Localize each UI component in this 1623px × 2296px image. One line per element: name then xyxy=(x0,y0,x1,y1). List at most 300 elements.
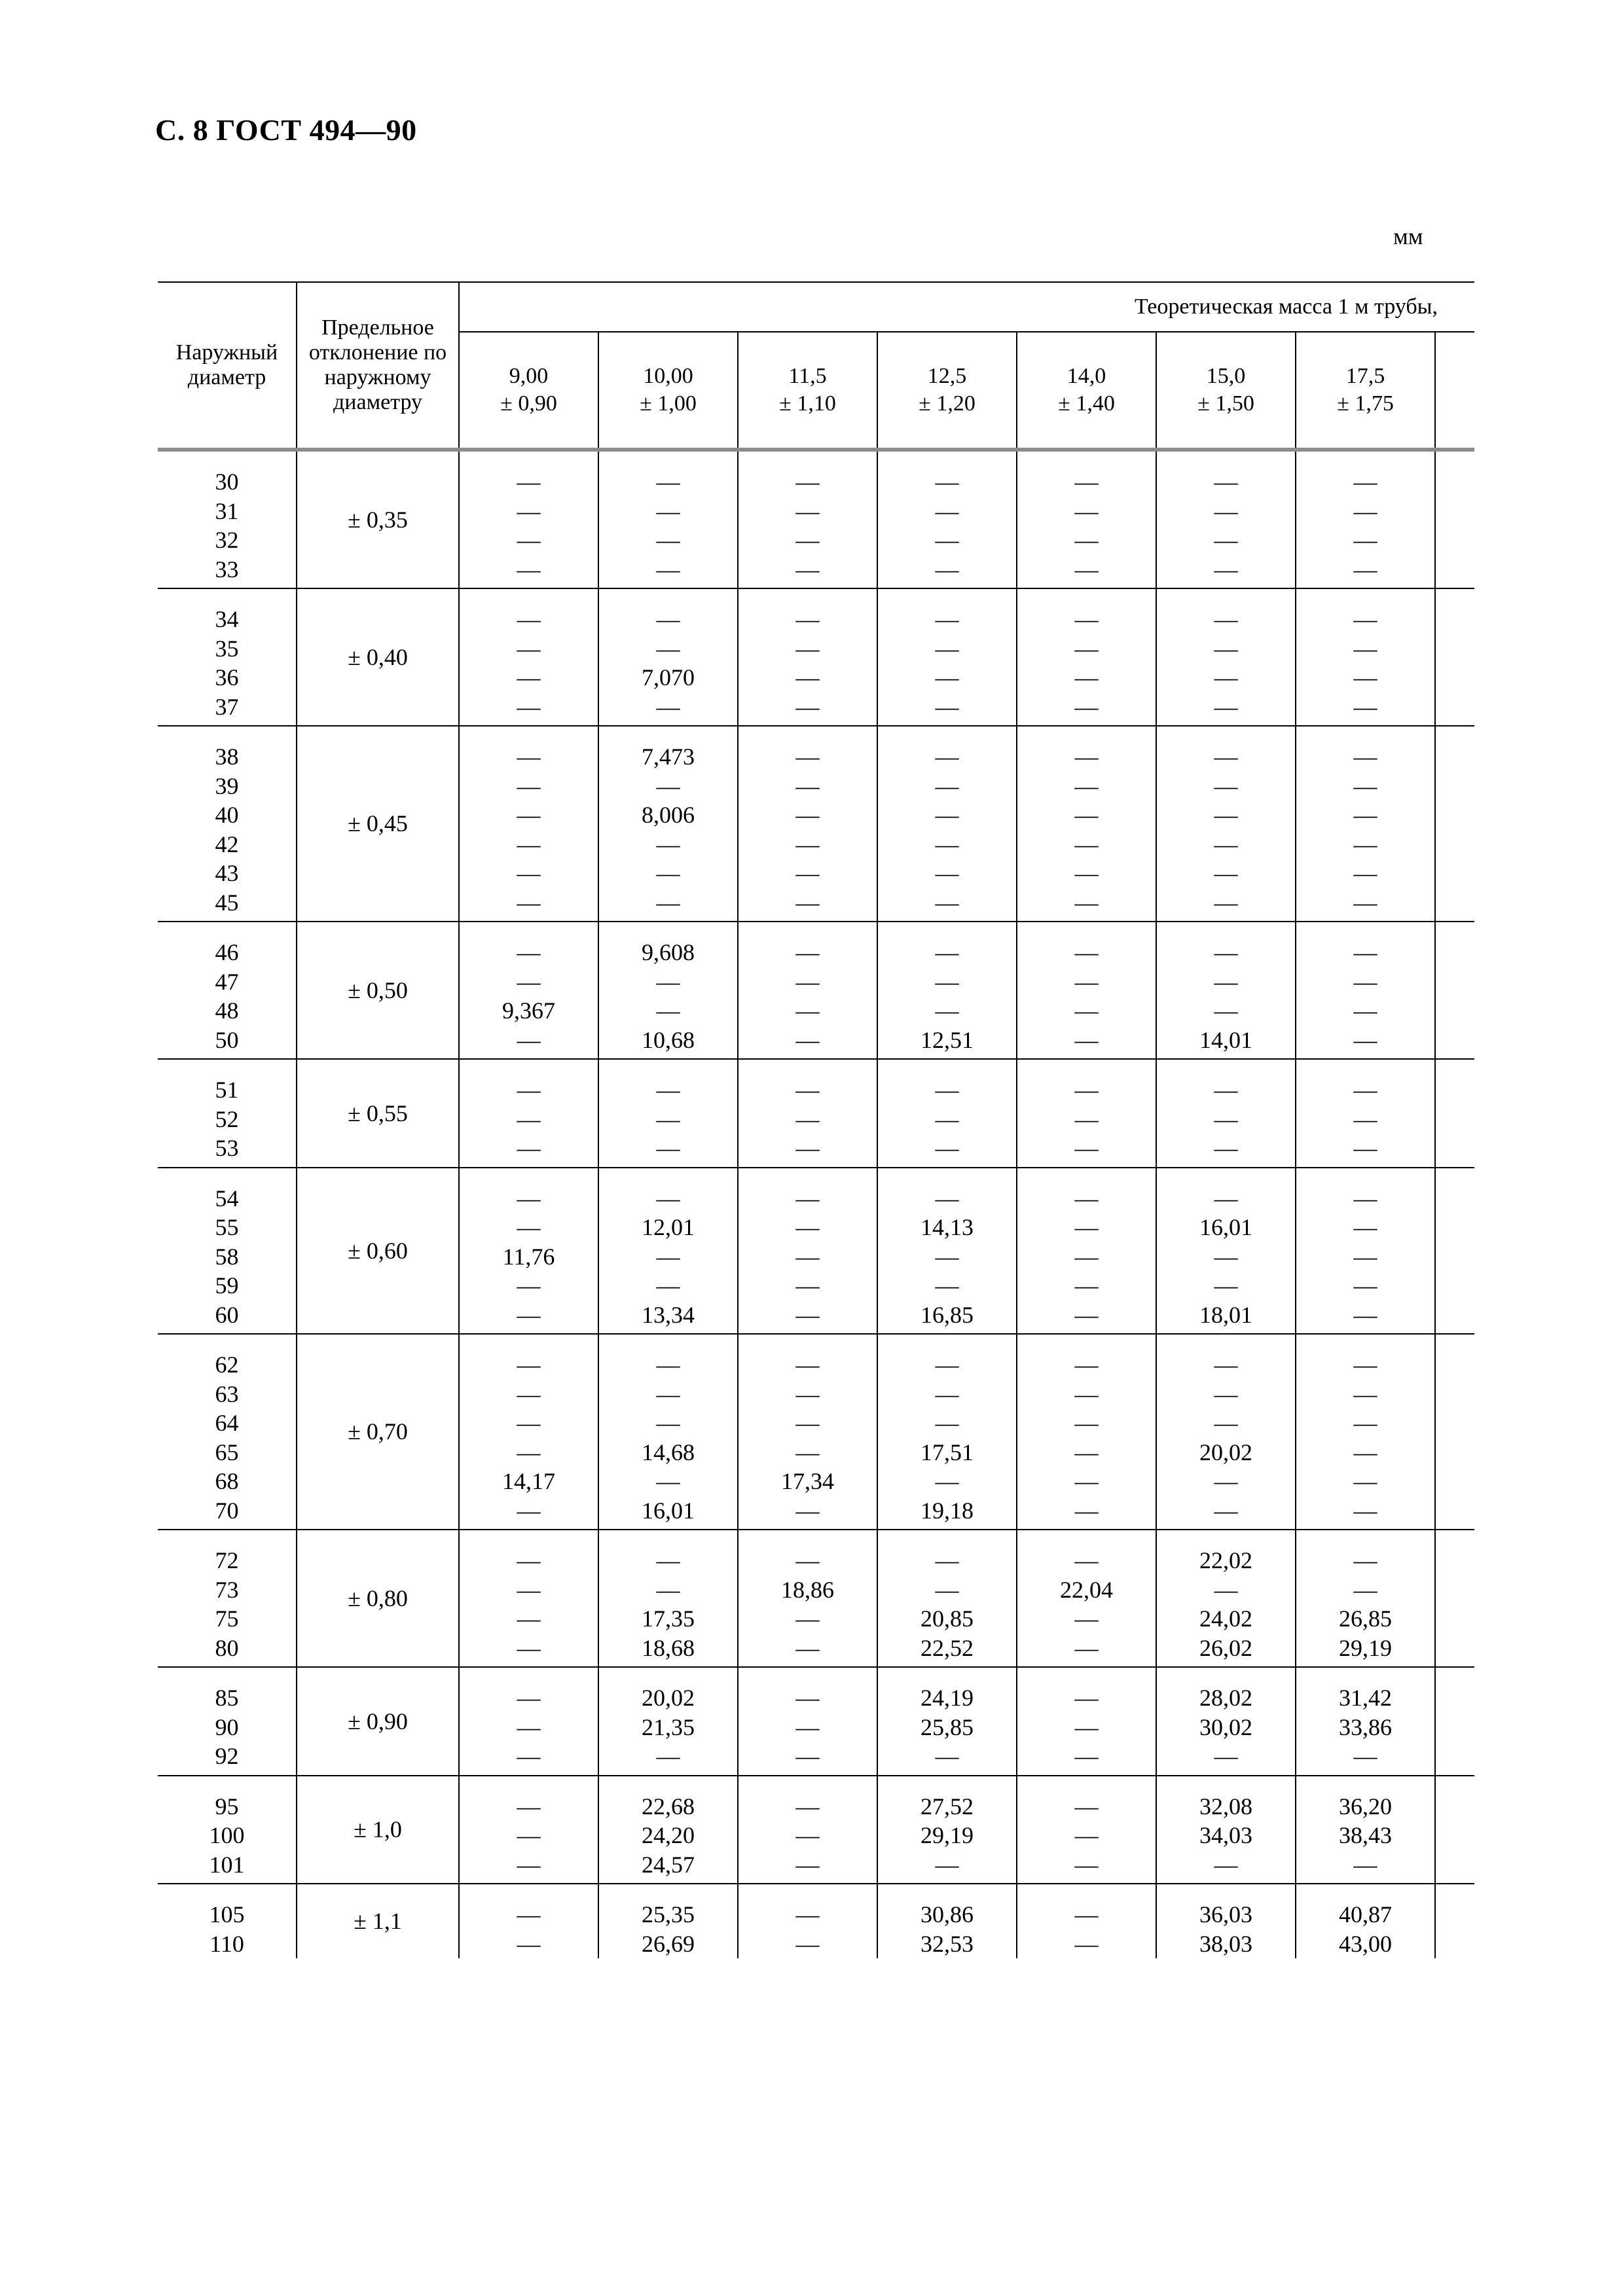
mass-value: — xyxy=(517,1901,541,1928)
mass-value: — xyxy=(1353,1026,1377,1053)
mass-value: — xyxy=(795,1185,820,1211)
mass-value: — xyxy=(517,968,541,995)
mass-value: — xyxy=(656,693,680,720)
wall-thickness: 11,5 xyxy=(788,364,827,388)
outer-diameter-cell xyxy=(158,1059,297,1168)
mass-value: — xyxy=(517,1605,541,1632)
mass-value: — xyxy=(517,1930,541,1957)
mass-value: — xyxy=(795,1352,820,1378)
mass-cell xyxy=(598,922,738,1059)
diameter-value: 75 xyxy=(215,1605,239,1632)
outer-diameter-cell xyxy=(158,588,297,726)
diameter-value: 35 xyxy=(215,635,239,662)
mass-value: 43,00 xyxy=(1339,1930,1392,1957)
header-wall-3 xyxy=(877,332,1017,450)
mass-value: — xyxy=(1214,635,1238,662)
wall-thickness: 14,0 xyxy=(1067,364,1106,388)
mass-value: — xyxy=(1074,1380,1099,1407)
diameter-value: 60 xyxy=(215,1301,239,1328)
mass-value: 20,85 xyxy=(921,1605,974,1632)
mass-cell xyxy=(877,1530,1017,1667)
header-tolerance: Предельное отклонение по наружному диаметру xyxy=(297,282,459,450)
mass-value: — xyxy=(656,1410,680,1436)
mass-value: — xyxy=(1353,889,1377,916)
mass-cell xyxy=(1296,450,1435,588)
mass-value: — xyxy=(1353,1301,1377,1328)
mass-value: — xyxy=(935,860,959,886)
diameter-value: 73 xyxy=(215,1576,239,1603)
mass-value: 13,34 xyxy=(642,1301,695,1328)
mass-value: — xyxy=(1353,1272,1377,1299)
diameter-value: 33 xyxy=(215,556,239,583)
mass-value: — xyxy=(517,693,541,720)
mass-value: — xyxy=(795,802,820,828)
mass-value: — xyxy=(1074,1352,1099,1378)
mass-value: — xyxy=(656,1352,680,1378)
mass-cell xyxy=(598,1530,738,1667)
mass-value: — xyxy=(795,1930,820,1957)
mass-value: 12,01 xyxy=(642,1214,695,1240)
mass-value: 31,42 xyxy=(1339,1685,1392,1711)
header-wall-1 xyxy=(598,332,738,450)
table-row xyxy=(158,726,1474,922)
mass-cell xyxy=(738,1884,877,1958)
mass-cell xyxy=(1017,450,1156,588)
table-row xyxy=(158,1776,1474,1884)
mass-value: 28,02 xyxy=(1199,1685,1252,1711)
mass-value: — xyxy=(517,744,541,770)
diameter-value: 30 xyxy=(215,469,239,495)
mass-value: — xyxy=(1214,1352,1238,1378)
diameter-value: 72 xyxy=(215,1547,239,1573)
header-mass-title: Теоретическая масса 1 м трубы, xyxy=(459,282,1474,332)
mass-value: — xyxy=(1214,1576,1238,1603)
mass-cell xyxy=(738,1530,877,1667)
table-row xyxy=(158,588,1474,726)
mass-value: 26,02 xyxy=(1199,1634,1252,1661)
mass-value: 18,68 xyxy=(642,1634,695,1661)
table-row xyxy=(158,1334,1474,1530)
mass-value: — xyxy=(1074,1822,1099,1848)
mass-value: 22,04 xyxy=(1060,1576,1113,1603)
mass-value: — xyxy=(935,1135,959,1161)
mass-value: — xyxy=(935,1380,959,1407)
diameter-value: 45 xyxy=(215,889,239,916)
mass-value: — xyxy=(1074,1851,1099,1878)
mass-value: 29,19 xyxy=(1339,1634,1392,1661)
mass-value: 30,02 xyxy=(1199,1713,1252,1740)
mass-value: — xyxy=(1353,968,1377,995)
mass-value: — xyxy=(1214,860,1238,886)
mass-value: — xyxy=(935,968,959,995)
diameter-value: 52 xyxy=(215,1105,239,1132)
mass-value: — xyxy=(1214,1105,1238,1132)
mass-value: — xyxy=(935,772,959,799)
mass-value: — xyxy=(1353,1243,1377,1270)
mass-value: — xyxy=(1074,1077,1099,1103)
mass-value: — xyxy=(1074,1135,1099,1161)
mass-value: — xyxy=(1074,1185,1099,1211)
mass-value: — xyxy=(1353,1214,1377,1240)
header-wall-4 xyxy=(1017,332,1156,450)
mass-value: — xyxy=(1074,1272,1099,1299)
mass-cell xyxy=(1017,1168,1156,1335)
mass-value: — xyxy=(795,1547,820,1573)
mass-cell xyxy=(738,1334,877,1530)
diameter-value: 64 xyxy=(215,1410,239,1436)
mass-value: — xyxy=(517,1713,541,1740)
mass-value: — xyxy=(656,1077,680,1103)
mass-value: 14,13 xyxy=(921,1214,974,1240)
mass-value: — xyxy=(517,497,541,524)
diameter-value: 110 xyxy=(210,1930,244,1957)
mass-value: — xyxy=(795,1135,820,1161)
mass-value: — xyxy=(1353,635,1377,662)
mass-value: — xyxy=(656,1135,680,1161)
header-wall-0 xyxy=(459,332,598,450)
mass-value: — xyxy=(1074,939,1099,965)
mass-cell xyxy=(1296,1334,1435,1530)
mass-cell xyxy=(738,1776,877,1884)
header-wall-6 xyxy=(1296,332,1435,450)
mass-value: — xyxy=(656,831,680,857)
mass-cell xyxy=(1156,1334,1296,1530)
mass-value: — xyxy=(935,606,959,632)
mass-value: — xyxy=(656,1468,680,1494)
mass-value: — xyxy=(517,469,541,495)
mass-value: — xyxy=(1214,1497,1238,1524)
mass-value: — xyxy=(935,635,959,662)
mass-value: — xyxy=(1074,1605,1099,1632)
mass-cell xyxy=(1296,588,1435,726)
mass-cell xyxy=(877,1667,1017,1776)
mass-value: 12,51 xyxy=(921,1026,974,1053)
mass-value: — xyxy=(1353,606,1377,632)
header-wall-2 xyxy=(738,332,877,450)
mass-value: — xyxy=(1074,889,1099,916)
mass-value: 18,86 xyxy=(781,1576,834,1603)
mass-value: — xyxy=(1353,997,1377,1024)
mass-value: — xyxy=(1074,606,1099,632)
mass-value: — xyxy=(1214,802,1238,828)
mass-value: — xyxy=(517,1352,541,1378)
mass-value: 24,57 xyxy=(642,1851,695,1878)
mass-value: — xyxy=(935,1410,959,1436)
mass-value: — xyxy=(517,831,541,857)
outer-diameter-cell xyxy=(158,450,297,588)
mass-cell xyxy=(1017,1884,1156,1958)
mass-cell xyxy=(1017,922,1156,1059)
diameter-value: 68 xyxy=(215,1468,239,1494)
mass-cell xyxy=(738,450,877,588)
table-row xyxy=(158,1530,1474,1667)
diameter-value: 42 xyxy=(215,831,239,857)
mass-value: — xyxy=(517,556,541,583)
mass-cell xyxy=(459,1776,598,1884)
mass-value: — xyxy=(1074,1301,1099,1328)
mass-cell xyxy=(1156,1530,1296,1667)
wall-thickness: 12,5 xyxy=(927,364,967,388)
mass-cell xyxy=(877,726,1017,922)
mass-value: — xyxy=(1353,744,1377,770)
mass-value: — xyxy=(1074,772,1099,799)
mass-value: 20,02 xyxy=(642,1685,695,1711)
mass-cell xyxy=(738,588,877,726)
mass-value: 7,473 xyxy=(642,744,695,770)
wall-deviation: ± 1,00 xyxy=(640,391,697,416)
mass-value: — xyxy=(517,802,541,828)
mass-value: 17,51 xyxy=(921,1439,974,1465)
mass-value: — xyxy=(656,860,680,886)
mass-value: 26,85 xyxy=(1339,1605,1392,1632)
mass-value: — xyxy=(1074,1930,1099,1957)
diameter-value: 39 xyxy=(215,772,239,799)
mass-value: — xyxy=(517,664,541,691)
mass-value: — xyxy=(1353,1576,1377,1603)
mass-value: — xyxy=(1353,664,1377,691)
mass-value: 27,52 xyxy=(921,1793,974,1820)
mass-value: 16,01 xyxy=(1199,1214,1252,1240)
mass-value: — xyxy=(795,968,820,995)
mass-cell xyxy=(1156,1168,1296,1335)
mass-cell xyxy=(877,450,1017,588)
mass-cell xyxy=(1296,726,1435,922)
wall-deviation: ± 0,90 xyxy=(500,391,557,416)
mass-value: — xyxy=(656,1272,680,1299)
wall-deviation: ± 1,50 xyxy=(1197,391,1254,416)
mass-value: — xyxy=(517,1547,541,1573)
table-row xyxy=(158,1168,1474,1335)
mass-cell xyxy=(598,1776,738,1884)
mass-cell xyxy=(459,1334,598,1530)
mass-value: — xyxy=(1353,802,1377,828)
mass-value: — xyxy=(935,469,959,495)
mass-value: — xyxy=(1074,1105,1099,1132)
mass-value: — xyxy=(795,1822,820,1848)
mass-value: — xyxy=(517,1410,541,1436)
extra-cell xyxy=(1435,1884,1474,1958)
mass-value: — xyxy=(1214,693,1238,720)
mass-value: — xyxy=(935,1185,959,1211)
mass-value: 9,608 xyxy=(642,939,695,965)
mass-value: — xyxy=(1353,939,1377,965)
tolerance-cell: ± 0,45 xyxy=(297,726,459,922)
mass-value: — xyxy=(1214,1077,1238,1103)
mass-value: 29,19 xyxy=(921,1822,974,1848)
mass-value: — xyxy=(795,1026,820,1053)
mass-value: — xyxy=(1074,469,1099,495)
mass-value: — xyxy=(1353,527,1377,553)
mass-value: 22,52 xyxy=(921,1634,974,1661)
mass-value: — xyxy=(656,772,680,799)
extra-cell xyxy=(1435,1334,1474,1530)
diameter-value: 37 xyxy=(215,693,239,720)
page-header: С. 8 ГОСТ 494—90 xyxy=(155,113,417,147)
mass-value: — xyxy=(795,1439,820,1465)
header-extra-column xyxy=(1435,332,1474,450)
mass-value: — xyxy=(1353,860,1377,886)
mass-value: 7,070 xyxy=(642,664,695,691)
mass-value: — xyxy=(1214,1410,1238,1436)
mass-value: 19,18 xyxy=(921,1497,974,1524)
mass-value: — xyxy=(1074,1901,1099,1928)
mass-value: — xyxy=(795,1851,820,1878)
diameter-value: 54 xyxy=(215,1185,239,1211)
mass-value: — xyxy=(517,1272,541,1299)
mass-value: — xyxy=(935,1468,959,1494)
diameter-value: 34 xyxy=(215,606,239,632)
mass-value: — xyxy=(1074,1214,1099,1240)
mass-value: — xyxy=(1074,1793,1099,1820)
mass-value: — xyxy=(795,664,820,691)
mass-cell xyxy=(1156,1059,1296,1168)
outer-diameter-cell xyxy=(158,1776,297,1884)
mass-value: — xyxy=(1214,772,1238,799)
mass-value: — xyxy=(935,802,959,828)
tolerance-cell: ± 0,60 xyxy=(297,1168,459,1335)
mass-cell xyxy=(459,450,598,588)
mass-value: — xyxy=(1214,664,1238,691)
mass-cell xyxy=(1296,1776,1435,1884)
mass-value: — xyxy=(795,889,820,916)
mass-cell xyxy=(459,1059,598,1168)
extra-cell xyxy=(1435,450,1474,588)
mass-value: — xyxy=(1214,1468,1238,1494)
mass-value: — xyxy=(795,1380,820,1407)
mass-value: — xyxy=(1214,1135,1238,1161)
mass-cell xyxy=(877,1334,1017,1530)
diameter-value: 46 xyxy=(215,939,239,965)
table-row xyxy=(158,450,1474,588)
mass-value: — xyxy=(935,664,959,691)
mass-value: — xyxy=(1074,997,1099,1024)
mass-value: — xyxy=(517,860,541,886)
table-row xyxy=(158,1059,1474,1168)
table-row xyxy=(158,1667,1474,1776)
mass-value: — xyxy=(1353,1497,1377,1524)
mass-value: — xyxy=(935,556,959,583)
mass-value: — xyxy=(795,497,820,524)
mass-value: — xyxy=(935,939,959,965)
mass-value: — xyxy=(517,1851,541,1878)
mass-value: — xyxy=(656,556,680,583)
mass-cell xyxy=(459,726,598,922)
mass-cell xyxy=(459,1667,598,1776)
mass-cell xyxy=(1017,1776,1156,1884)
mass-cell xyxy=(1017,1059,1156,1168)
mass-value: — xyxy=(1074,1410,1099,1436)
mass-value: — xyxy=(517,1743,541,1769)
mass-cell xyxy=(1156,588,1296,726)
mass-value: 36,03 xyxy=(1199,1901,1252,1928)
mass-value: — xyxy=(935,1576,959,1603)
mass-value: — xyxy=(935,1547,959,1573)
diameter-value: 65 xyxy=(215,1439,239,1465)
mass-cell xyxy=(1017,1334,1156,1530)
mass-value: — xyxy=(517,1576,541,1603)
mass-value: 18,01 xyxy=(1199,1301,1252,1328)
mass-value: 22,02 xyxy=(1199,1547,1252,1573)
mass-value: — xyxy=(1074,635,1099,662)
diameter-value: 40 xyxy=(215,802,239,828)
mass-value: — xyxy=(1353,1547,1377,1573)
mass-value: — xyxy=(517,1793,541,1820)
mass-cell xyxy=(877,588,1017,726)
mass-value: — xyxy=(1214,831,1238,857)
mass-cell xyxy=(598,1667,738,1776)
mass-value: — xyxy=(656,1547,680,1573)
mass-value: — xyxy=(795,469,820,495)
mass-value: — xyxy=(517,635,541,662)
mass-value: — xyxy=(1074,1713,1099,1740)
mass-value: — xyxy=(1074,744,1099,770)
header-outer-diameter: Наружный диаметр xyxy=(158,282,297,450)
mass-value: — xyxy=(795,997,820,1024)
mass-value: — xyxy=(1353,497,1377,524)
diameter-value: 105 xyxy=(209,1901,245,1928)
diameter-value: 95 xyxy=(215,1793,239,1820)
mass-cell xyxy=(877,1776,1017,1884)
mass-value: 34,03 xyxy=(1199,1822,1252,1848)
tolerance-cell: ± 0,35 xyxy=(297,450,459,588)
mass-value: — xyxy=(517,1380,541,1407)
mass-value: 9,367 xyxy=(502,997,555,1024)
diameter-value: 63 xyxy=(215,1380,239,1407)
mass-value: — xyxy=(1074,693,1099,720)
mass-value: — xyxy=(795,1301,820,1328)
extra-cell xyxy=(1435,1168,1474,1335)
mass-value: — xyxy=(656,497,680,524)
diameter-value: 70 xyxy=(215,1497,239,1524)
mass-value: — xyxy=(1353,1105,1377,1132)
mass-cell xyxy=(877,1168,1017,1335)
outer-diameter-cell xyxy=(158,922,297,1059)
mass-value: — xyxy=(935,693,959,720)
mass-value: — xyxy=(1074,831,1099,857)
mass-cell xyxy=(459,1168,598,1335)
mass-value: — xyxy=(517,1822,541,1848)
wall-deviation: ± 1,40 xyxy=(1058,391,1115,416)
mass-value: — xyxy=(795,527,820,553)
mass-value: — xyxy=(935,497,959,524)
mass-cell xyxy=(459,1530,598,1667)
mass-value: 38,43 xyxy=(1339,1822,1392,1848)
mass-value: — xyxy=(935,1077,959,1103)
diameter-value: 85 xyxy=(215,1685,239,1711)
mass-value: — xyxy=(1074,968,1099,995)
outer-diameter-cell xyxy=(158,1168,297,1335)
mass-value: — xyxy=(517,939,541,965)
outer-diameter-cell xyxy=(158,1334,297,1530)
mass-value: — xyxy=(935,527,959,553)
diameter-value: 100 xyxy=(209,1822,245,1848)
mass-value: — xyxy=(517,1685,541,1711)
mass-cell xyxy=(1156,922,1296,1059)
extra-cell xyxy=(1435,1776,1474,1884)
mass-value: — xyxy=(935,1243,959,1270)
mass-value: — xyxy=(1214,997,1238,1024)
mass-value: — xyxy=(795,1634,820,1661)
mass-value: — xyxy=(795,744,820,770)
extra-cell xyxy=(1435,588,1474,726)
mass-value: — xyxy=(1353,1380,1377,1407)
mass-value: 16,01 xyxy=(642,1497,695,1524)
mass-cell xyxy=(1296,1884,1435,1958)
mass-value: 21,35 xyxy=(642,1713,695,1740)
mass-value: — xyxy=(1074,1743,1099,1769)
diameter-value: 47 xyxy=(215,968,239,995)
wall-thickness: 17,5 xyxy=(1345,364,1385,388)
